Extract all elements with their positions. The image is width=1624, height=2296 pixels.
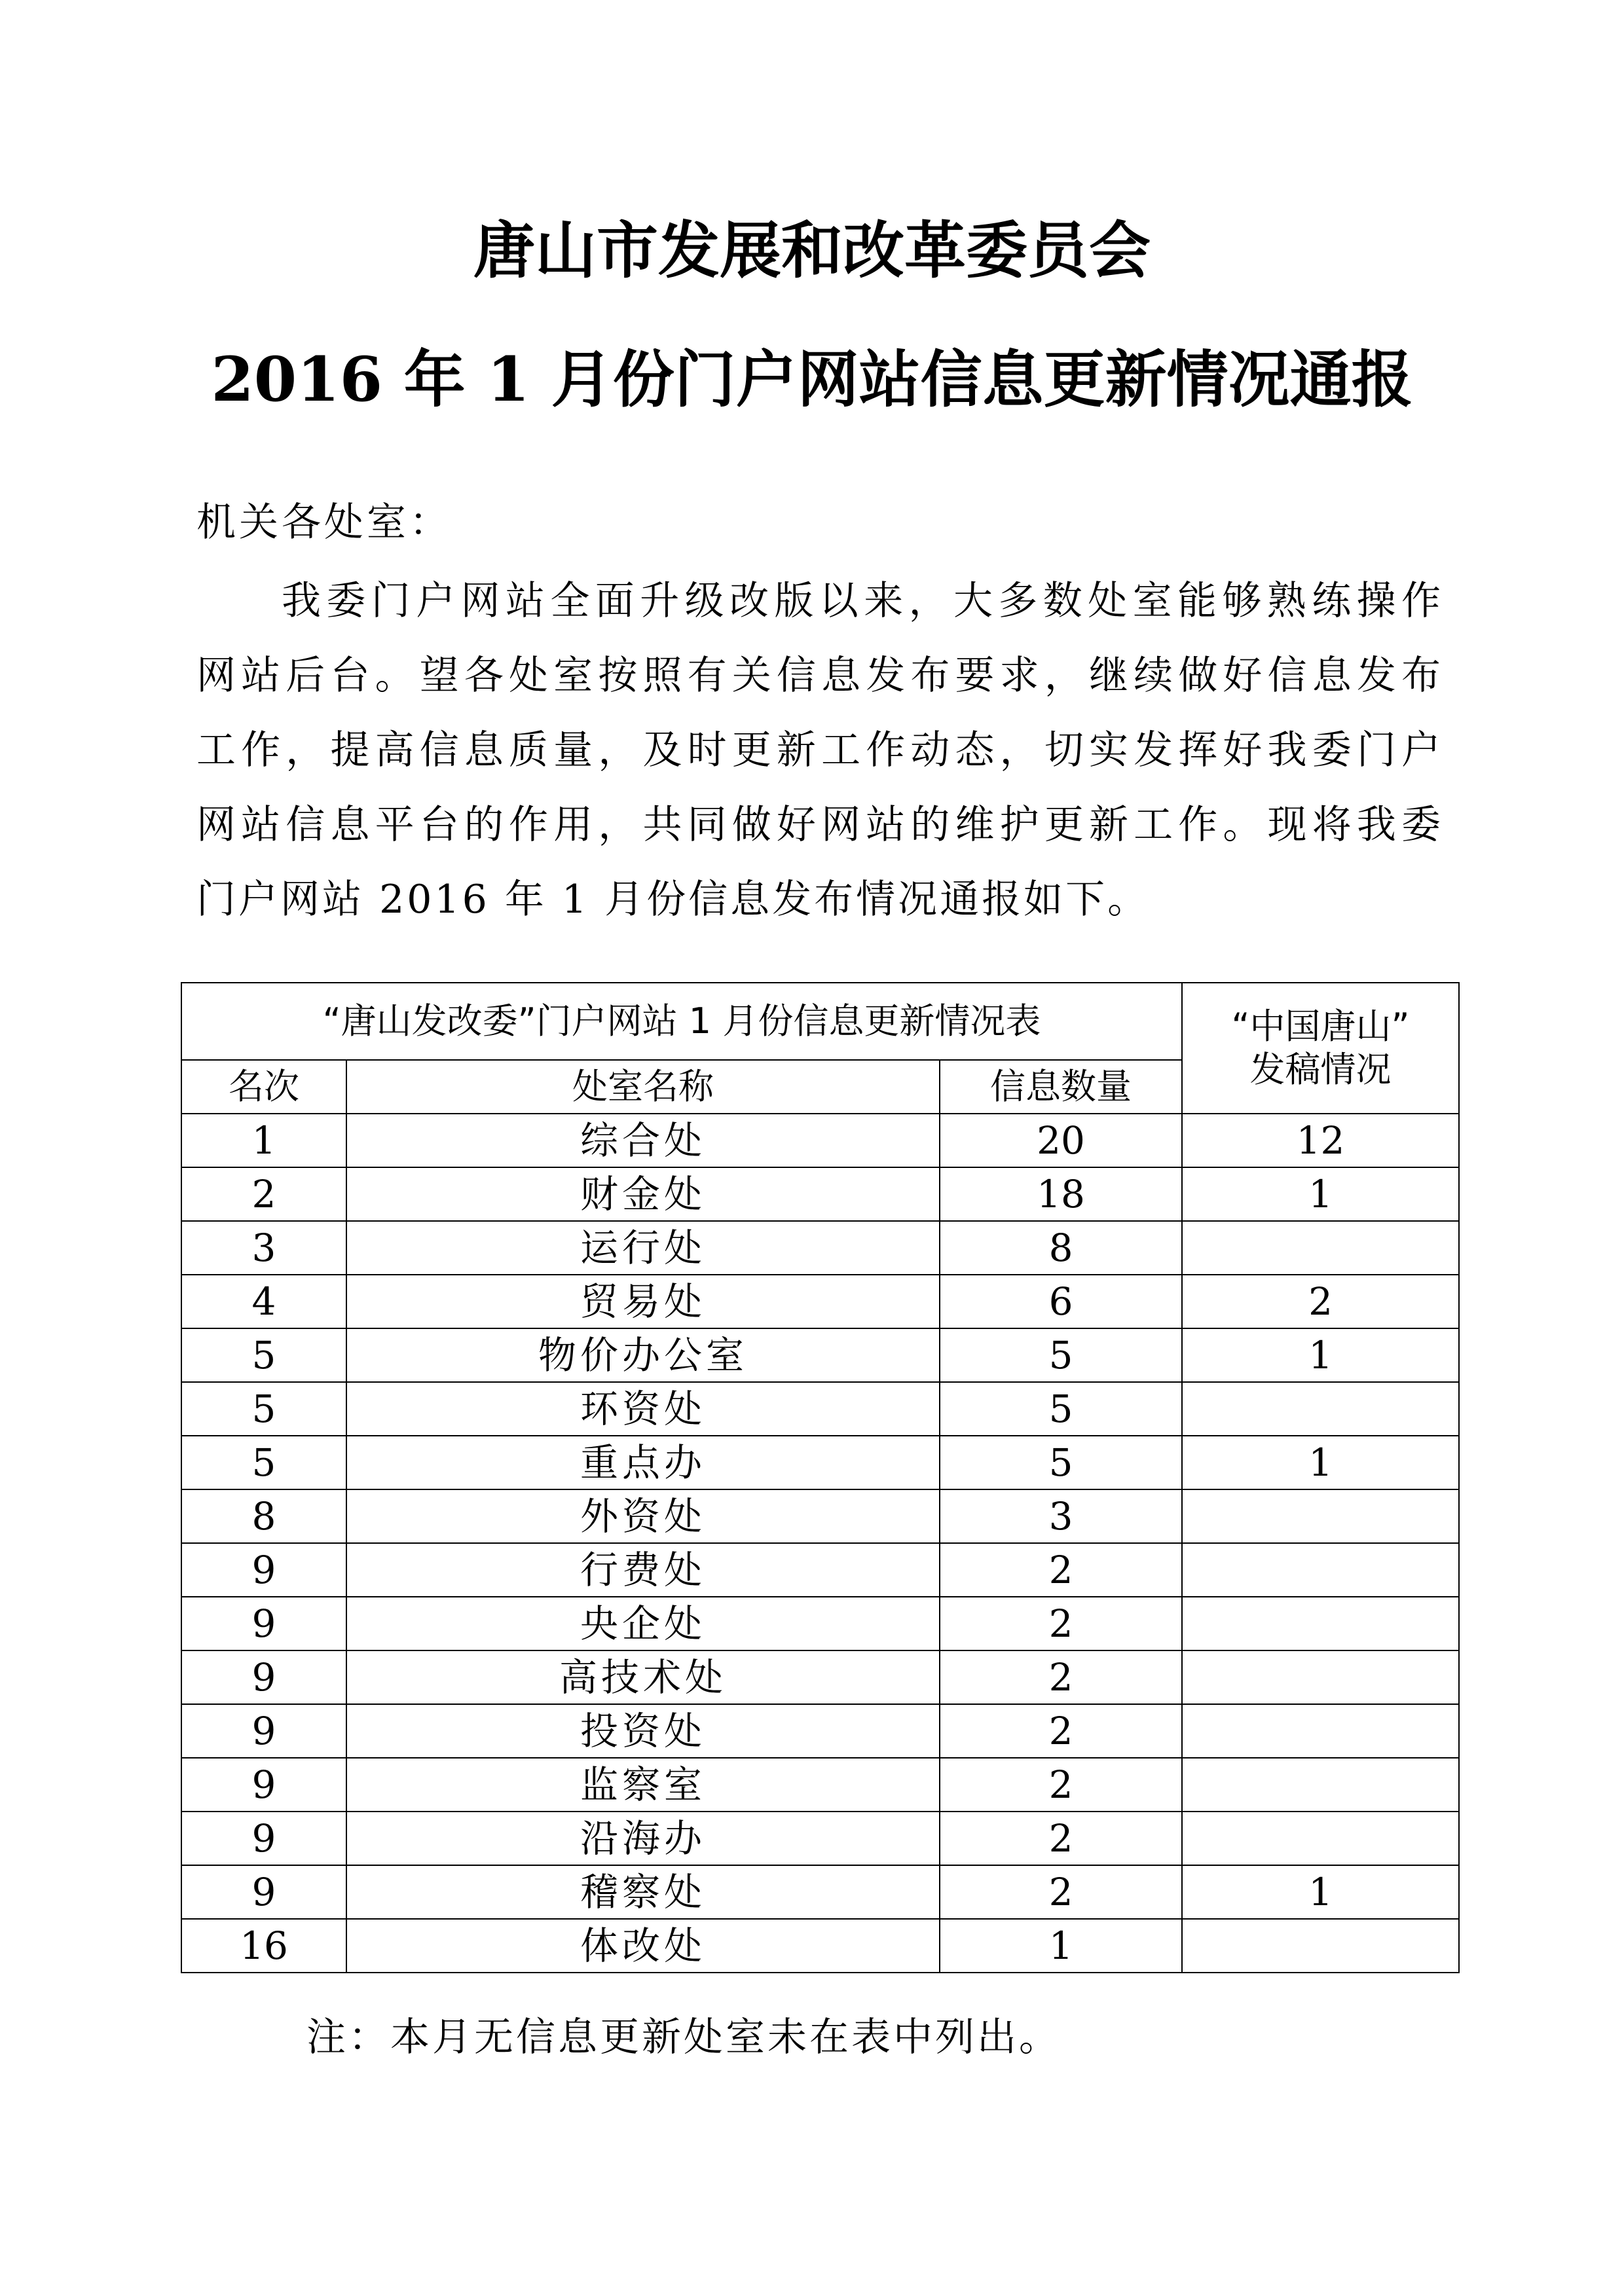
- cell-china-tangshan-count: [1182, 1704, 1459, 1758]
- cell-info-count: 20: [940, 1114, 1182, 1167]
- cell-office-name: 稽察处: [346, 1865, 940, 1919]
- cell-rank: 9: [181, 1543, 346, 1597]
- cell-china-tangshan-count: [1182, 1543, 1459, 1597]
- cell-office-name: 运行处: [346, 1221, 940, 1275]
- cell-rank: 9: [181, 1758, 346, 1812]
- header-info-count: 信息数量: [940, 1060, 1182, 1114]
- cell-china-tangshan-count: 2: [1182, 1275, 1459, 1328]
- cell-rank: 9: [181, 1704, 346, 1758]
- cell-rank: 1: [181, 1114, 346, 1167]
- china-tangshan-header-line-2: 发稿情况: [1249, 1049, 1392, 1090]
- cell-rank: 5: [181, 1328, 346, 1382]
- cell-office-name: 贸易处: [346, 1275, 940, 1328]
- cell-info-count: 2: [940, 1758, 1182, 1812]
- cell-rank: 5: [181, 1382, 346, 1436]
- cell-china-tangshan-count: 1: [1182, 1436, 1459, 1489]
- body-line-1: 我委门户网站全面升级改版以来，大多数处室能够熟练操作: [282, 578, 1441, 624]
- table-row: [181, 1758, 1459, 1812]
- document-title-line-1: 唐山市发展和改革委员会: [473, 215, 1151, 287]
- table-row: [181, 1919, 1459, 1973]
- cell-china-tangshan-count: [1182, 1650, 1459, 1704]
- cell-info-count: 8: [940, 1221, 1182, 1275]
- table-row: [181, 1543, 1459, 1597]
- table-row: [181, 1489, 1459, 1543]
- cell-china-tangshan-count: [1182, 1597, 1459, 1650]
- cell-office-name: 高技术处: [346, 1650, 940, 1704]
- table-row: [181, 1865, 1459, 1919]
- cell-rank: 16: [181, 1919, 346, 1973]
- cell-rank: 2: [181, 1167, 346, 1221]
- cell-office-name: 沿海办: [346, 1812, 940, 1865]
- table-row: [181, 1221, 1459, 1275]
- table-row: [181, 1167, 1459, 1221]
- cell-info-count: 3: [940, 1489, 1182, 1543]
- cell-office-name: 综合处: [346, 1114, 940, 1167]
- cell-office-name: 投资处: [346, 1704, 940, 1758]
- cell-china-tangshan-count: 1: [1182, 1167, 1459, 1221]
- cell-office-name: 财金处: [346, 1167, 940, 1221]
- cell-info-count: 5: [940, 1436, 1182, 1489]
- table-caption-row: [181, 983, 1459, 1060]
- cell-office-name: 央企处: [346, 1597, 940, 1650]
- cell-rank: 8: [181, 1489, 346, 1543]
- cell-info-count: 2: [940, 1812, 1182, 1865]
- cell-rank: 9: [181, 1865, 346, 1919]
- cell-info-count: 1: [940, 1919, 1182, 1973]
- table-note: 注：本月无信息更新处室未在表中列出。: [306, 2014, 1061, 2060]
- cell-info-count: 6: [940, 1275, 1182, 1328]
- cell-rank: 9: [181, 1812, 346, 1865]
- cell-china-tangshan-count: [1182, 1812, 1459, 1865]
- cell-office-name: 外资处: [346, 1489, 940, 1543]
- cell-office-name: 体改处: [346, 1919, 940, 1973]
- cell-office-name: 环资处: [346, 1382, 940, 1436]
- header-office-name: 处室名称: [346, 1060, 940, 1114]
- table-row: [181, 1114, 1459, 1167]
- table-row: [181, 1812, 1459, 1865]
- cell-office-name: 物价办公室: [346, 1328, 940, 1382]
- cell-china-tangshan-count: 12: [1182, 1114, 1459, 1167]
- document-title-line-2: 2016 年 1 月份门户网站信息更新情况通报: [211, 344, 1413, 416]
- cell-info-count: 2: [940, 1597, 1182, 1650]
- cell-rank: 3: [181, 1221, 346, 1275]
- cell-rank: 5: [181, 1436, 346, 1489]
- china-tangshan-header-line-1: “中国唐山”: [1231, 1006, 1410, 1048]
- salutation: 机关各处室：: [196, 500, 452, 545]
- china-tangshan-header: [1182, 983, 1459, 1114]
- table-row: [181, 1650, 1459, 1704]
- cell-china-tangshan-count: 1: [1182, 1328, 1459, 1382]
- update-statistics-table: [181, 982, 1460, 1973]
- cell-info-count: 2: [940, 1543, 1182, 1597]
- cell-china-tangshan-count: [1182, 1489, 1459, 1543]
- cell-info-count: 2: [940, 1650, 1182, 1704]
- cell-china-tangshan-count: [1182, 1919, 1459, 1973]
- cell-office-name: 监察室: [346, 1758, 940, 1812]
- table-row: [181, 1275, 1459, 1328]
- table-row: [181, 1382, 1459, 1436]
- cell-office-name: 行费处: [346, 1543, 940, 1597]
- cell-rank: 9: [181, 1597, 346, 1650]
- body-line-5: 门户网站 2016 年 1 月份信息发布情况通报如下。: [196, 877, 1150, 922]
- table-row: [181, 1328, 1459, 1382]
- cell-china-tangshan-count: [1182, 1382, 1459, 1436]
- cell-info-count: 18: [940, 1167, 1182, 1221]
- cell-china-tangshan-count: 1: [1182, 1865, 1459, 1919]
- table-row: [181, 1704, 1459, 1758]
- body-line-3: 工作，提高信息质量，及时更新工作动态，切实发挥好我委门户: [196, 727, 1441, 773]
- cell-info-count: 2: [940, 1865, 1182, 1919]
- cell-info-count: 2: [940, 1704, 1182, 1758]
- table-row: [181, 1436, 1459, 1489]
- cell-rank: 4: [181, 1275, 346, 1328]
- table-caption: “唐山发改委”门户网站 1 月份信息更新情况表: [181, 983, 1182, 1060]
- cell-office-name: 重点办: [346, 1436, 940, 1489]
- body-line-2: 网站后台。望各处室按照有关信息发布要求，继续做好信息发布: [196, 653, 1441, 699]
- cell-rank: 9: [181, 1650, 346, 1704]
- table-row: [181, 1597, 1459, 1650]
- header-rank: 名次: [181, 1060, 346, 1114]
- body-line-4: 网站信息平台的作用，共同做好网站的维护更新工作。现将我委: [196, 802, 1441, 848]
- cell-info-count: 5: [940, 1328, 1182, 1382]
- cell-china-tangshan-count: [1182, 1758, 1459, 1812]
- cell-info-count: 5: [940, 1382, 1182, 1436]
- cell-china-tangshan-count: [1182, 1221, 1459, 1275]
